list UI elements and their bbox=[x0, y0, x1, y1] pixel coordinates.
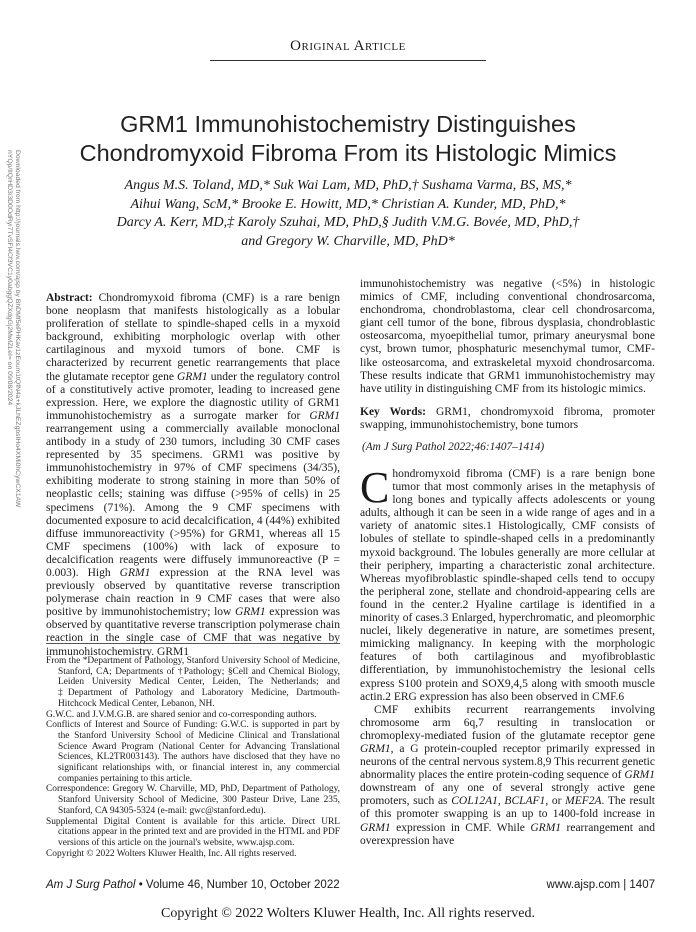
watermark-line-1: Downloaded from http://journals.lww.com/ajsp by BhDMf5ePHKav1zEoum1tQfN4a+kJLhEZgbsIHo4XMi0hCywCX1AW bbox=[14, 150, 21, 508]
author-line: Aihui Wang, ScM,* Brooke E. Howitt, MD,* Christian A. Kunder, MD, PhD,* bbox=[130, 196, 566, 212]
keywords: Key Words: GRM1, chondromyxoid fibroma, promoter swapping, immunohistochemistry, bone tumors bbox=[360, 406, 656, 432]
section-label: Original Article bbox=[290, 38, 406, 54]
keywords-label: Key Words: bbox=[360, 406, 426, 418]
footnotes bbox=[46, 656, 340, 859]
header-rule bbox=[210, 60, 486, 61]
page-number: www.ajsp.com | 1407 bbox=[546, 879, 655, 891]
footnote-copyright: Copyright © 2022 Wolters Kluwer Health, Inc. All rights reserved. bbox=[46, 848, 297, 859]
author-list bbox=[50, 177, 646, 251]
footnote-affiliations: From the *Department of Pathology, Stanford University School of Medicine, Stanford, CA; Departments of †Pathology; §Cell and Chemical Biology, Leiden University Medical Center, Leiden, The Netherlands; and ‡Department of Pathology and Laboratory Medicine, Dartmouth-Hitchcock Medical Center, Lebanon, NH. bbox=[46, 656, 340, 709]
footnote-supplemental: Supplemental Digital Content is available for this article. Direct URL citations appear in the printed text and are provided in the HTML and PDF versions of this article on the journal's website, www.ajsp.com. bbox=[46, 816, 340, 848]
running-footer bbox=[46, 879, 340, 891]
title-line-2: Chondromyxoid Fibroma From its Histologic Mimics bbox=[79, 140, 617, 166]
title-line-1: GRM1 Immunohistochemistry Distinguishes bbox=[120, 111, 576, 137]
citation: (Am J Surg Pathol 2022;46:1407–1414) bbox=[362, 441, 545, 453]
author-line: Darcy A. Kerr, MD,‡ Karoly Szuhai, MD, PhD,§ Judith V.M.G. Bovée, MD, PhD,† bbox=[116, 215, 580, 230]
copyright-notice: Copyright © 2022 Wolters Kluwer Health, Inc. All rights reserved. bbox=[161, 906, 535, 921]
watermark-line-2: nYQp/IlQrHD3i3D0OdRyi7TvSFl4Cf3VC1y0abggQZXdgGj2MwlZLeI= on 09/08/2024 bbox=[6, 150, 13, 406]
footnote-senior-authors: G.W.C. and J.V.M.G.B. are shared senior and co-corresponding authors. bbox=[46, 709, 317, 720]
abstract: Abstract: Chondromyxoid fibroma (CMF) is a rare benign bone neoplasm that manifests histologically as a lobular proliferation of stellate to spindle-shaped cells in a myxoid background, exhibiting morphologic overlap with other cartilaginous and myxoid tumors of bone. CMF is characterized by recurrent genetic rearrangements that place the glutamate receptor gene GRM1 under the regulatory control of a constitutively active promoter, leading to increased gene expression. Here, we explore the diagnostic utility of GRM1 immunohistochemistry as a surrogate marker for GRM1 rearrangement using a commercially available monoclonal antibody in a study of 230 tumors, including 30 CMF cases represented by 35 specimens. GRM1 was positive by immunohistochemistry in 97% of CMF specimens (34/35), exhibiting moderate to strong staining in more than 50% of neoplastic cells; staining was diffuse (>95% of cells) in 25 specimens (71%). Among the 9 CMF specimens with documented exposure to acid decalcification, 4 (44%) exhibited diffuse immunoreactivity (>95%) for GRM1, whereas all 15 CMF specimens (100%) with lack of exposure to decalcification reagents were diffusely immunoreactive (P = 0.003). High GRM1 expression at the RNA level was previously observed by quantitative reverse transcription polymerase chain reaction in 9 CMF cases that were also positive by immunohistochemistry; low GRM1 expression was observed by quantitative reverse transcription polymerase chain reaction in the single case of CMF that was negative by immunohistochemistry. GRM1 bbox=[46, 292, 341, 658]
author-line: Angus M.S. Toland, MD,* Suk Wai Lam, MD, PhD,† Sushama Varma, BS, MS,* bbox=[124, 178, 572, 193]
download-watermark bbox=[8, 150, 22, 510]
issue-info: • Volume 46, Number 10, October 2022 bbox=[138, 879, 340, 891]
footnote-correspondence: Correspondence: Gregory W. Charville, MD, PhD, Department of Pathology, Stanford University School of Medicine, 300 Pasteur Drive, Lane 235, Stanford, CA 94305-5324 (e-mail: gwc@stanford.edu). bbox=[46, 784, 340, 816]
body-text: Chondromyxoid fibroma (CMF) is a rare benign bone tumor that most commonly arises in the metaphysis of long bones and typically affects adolescents or young adults, although it can be seen in a wide range of ages and in a variety of anatomic sites.1 Histologically, CMF consists of lobules of stellate to spindle-shaped cells in a predominantly myxoid background. The lobules generally are more cellular at their periphery, imparting a characteristic zonal architecture. Whereas myofibroblastic spindle-shaped cells tend to occupy the peripheral zone, stellate and chondroid-appearing cells are found in the center.2 Hyaline cartilage is identified in a minority of cases.3 Enlarged, hyperchromatic, and pleomorphic nuclei, likely degenerative in nature, are sometimes present, mimicking malignancy. In keeping with the morphologic features of both cartilaginous and myofibroblastic differentiation, by immunohistochemistry the lesional cells express S100 protein and SOX9,4,5 along with smooth muscle actin.2 ERG expression has also been observed in CMF.6 CMF exhibits recurrent rearrangements involving chromosome arm 6q,7 resulting in translocation or chromoplexy-mediated fusion of the glutamate receptor gene GRM1, a G protein-coupled receptor primarily expressed in neurons of the central nervous system.8,9 This recurrent genetic abnormality places the entire protein-coding sequence of GRM1 downstream of any one of several strongly active gene promoters, such as COL12A1, BCLAF1, or MEF2A. The result of this promoter swapping is an up to 1400-fold increase in GRM1 expression in CMF. While GRM1 rearrangement and overexpression have bbox=[360, 463, 656, 847]
abstract-continued: immunohistochemistry was negative (<5%) in histologic mimics of CMF, including conventional chondrosarcoma, enchondroma, chondroblastoma, clear cell chondrosarcoma, giant cell tumor of the bone, fibrous dysplasia, chondroblastic osteosarcoma, myoepithelial tumor, primary aneurysmal bone cyst, brown tumor, phosphaturic mesenchymal tumor, CMF-like osteosarcoma, and extraskeletal myxoid chondrosarcoma. These results indicate that GRM1 immunohistochemistry may have utility in distinguishing CMF from its histologic mimics. bbox=[360, 278, 655, 395]
drop-cap: C bbox=[360, 463, 390, 512]
journal-name: Am J Surg Pathol bbox=[46, 879, 136, 891]
footnote-conflicts: Conflicts of Interest and Source of Funding: G.W.C. is supported in part by the Stanford University School of Medicine Clinical and Translational Science Award Program (National Center for Advancing Translational Sciences, KL2TR003143). The authors have disclosed that they have no significant relationships with, or financial interest in, any commercial companies pertaining to this article. bbox=[46, 720, 340, 784]
abstract-label: Abstract: bbox=[46, 292, 93, 304]
author-line: and Gregory W. Charville, MD, PhD* bbox=[241, 233, 455, 249]
footnote-rule bbox=[46, 643, 340, 644]
article-title bbox=[40, 110, 656, 168]
